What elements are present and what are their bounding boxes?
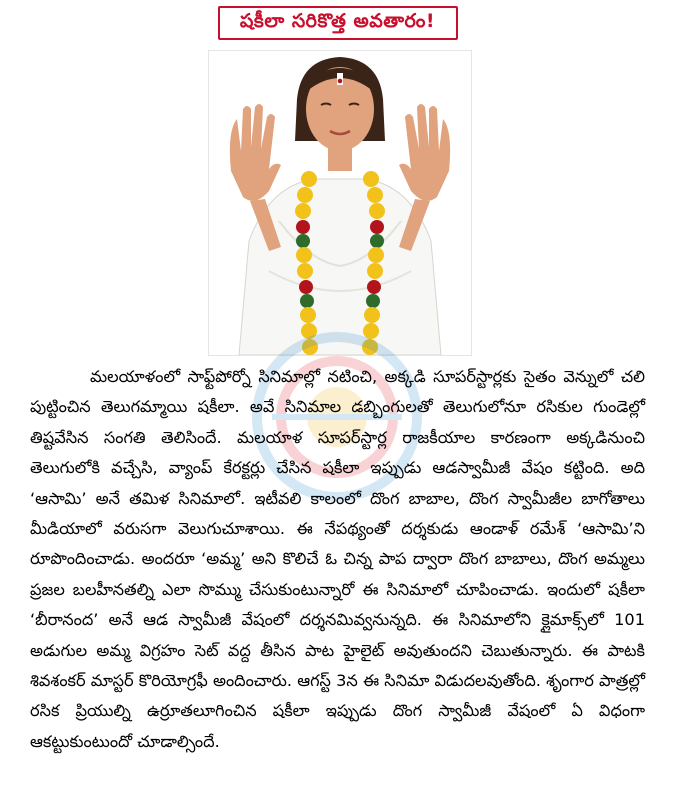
page-title: షకీలా సరికొత్త అవతారం! [218,6,458,40]
article-photo [208,50,472,356]
headline-container [0,6,675,40]
woman-saree-garland-icon [209,51,471,355]
article-body: మలయాళంలో సాఫ్ట్‌పోర్నో సినిమాల్లో నటించి, అక్కడి సూపర్‌స్టార్లకు సైతం వెన్నులో చలి పుట్టించిన తెలుగమ్మాయి షకీలా. అవే సినిమాల డబ్బింగులతో తెలుగులోనూ రసికుల గుండెల్లో తిష్టవేసిన సంగతి తెలిసిందే. మలయాళ సూపర్‌స్టార్ల రాజకీయాల కారణంగా అక్కడినుంచి తెలుగులోకి వచ్చేసి, వ్యాంప్ కేరక్టర్లు చేసిన షకీలా ఇప్పుడు ఆడస్వామీజీ వేషం కట్టింది. అది ‘ఆసామి’ అనే తమిళ సినిమాలో. ఇటీవలి కాలంలో దొంగ బాబాల, దొంగ స్వామీజీల బాగోతాలు మీడియాలో వరుసగా వెలుగుచూశాయి. ఈ నేపథ్యంతో దర్శకుడు ఆండాళ్ రమేశ్ ‘ఆసామి’ని రూపొందించాడు. అందరూ ‘అమ్మ’ అని కొలిచే ఓ చిన్న పాప ద్వారా దొంగ బాబాలు, దొంగ అమ్మలు ప్రజల బలహీనతల్ని ఎలా సొమ్ము చేసుకుంటున్నారో ఈ సినిమాలో చూపించాడు. ఇందులో షకీలా ‘బీరానంద’ అనే ఆడ స్వామీజీ వేషంలో దర్శనమివ్వనున్నది. ఈ సినిమాలోని క్లైమాక్స్‌లో 101 అడుగుల అమ్మ విగ్రహం సెట్ వద్ద తీసిన పాట హైలైట్ అవుతుందని చెబుతున్నారు. ఈ పాటకి శివశంకర్ మాస్టర్ కొరియోగ్రఫీ అందించారు. ఆగస్ట్ 3న ఈ సినిమా విడుదలవుతోంది. శృంగార పాత్రల్లో రసిక ప్రియుల్ని ఉర్రూతలూగించిన షకీలా ఇప్పుడు దొంగ స్వామీజీ వేషంలో ఏ విధంగా ఆకట్టుకుంటుందో చూడాల్సిందే. [30,367,645,751]
